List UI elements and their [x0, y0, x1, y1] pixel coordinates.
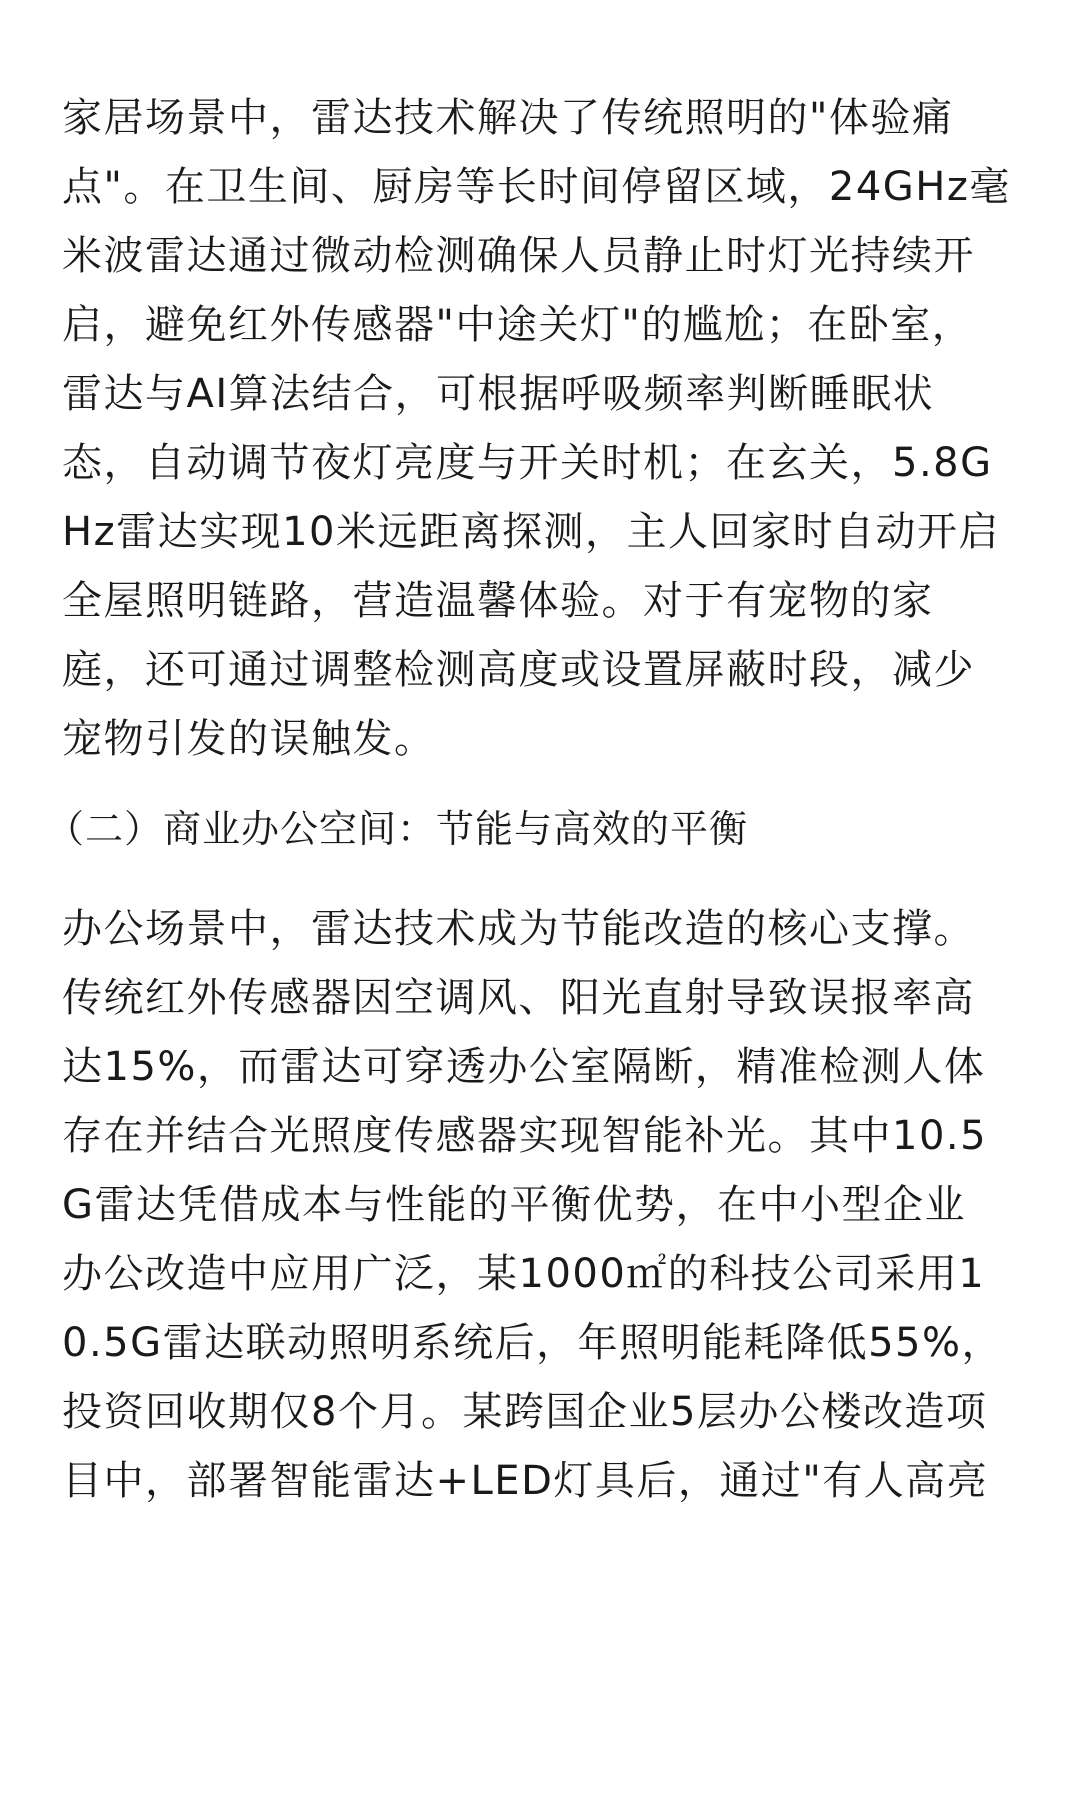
text-line: Hz雷达实现10米远距离探测，主人回家时自动开启 — [62, 509, 1000, 555]
text-line: 存在并结合光照度传感器实现智能补光。其中10.5 — [62, 1113, 988, 1159]
text-line: 办公场景中，雷达技术成为节能改造的核心支撑。 — [62, 906, 975, 952]
text-line: 目中，部署智能雷达+LED灯具后，通过"有人高亮 — [62, 1458, 989, 1504]
text-line: 雷达与AI算法结合，可根据呼吸频率判断睡眠状 — [62, 371, 935, 417]
paragraph-home-scenario — [62, 84, 1030, 774]
section-heading: （二）商业办公空间：节能与高效的平衡 — [46, 807, 749, 851]
text-line: 启，避免红外传感器"中途关灯"的尴尬；在卧室， — [62, 302, 974, 348]
text-line: 传统红外传感器因空调风、阳光直射导致误报率高 — [62, 975, 975, 1021]
text-line: 0.5G雷达联动照明系统后，年照明能耗降低55%， — [62, 1320, 1004, 1366]
text-line: 态，自动调节夜灯亮度与开关时机；在玄关，5.8G — [62, 440, 993, 486]
text-line: 宠物引发的误触发。 — [62, 716, 436, 762]
text-line: 投资回收期仅8个月。某跨国企业5层办公楼改造项 — [62, 1389, 988, 1435]
text-line: 家居场景中，雷达技术解决了传统照明的"体验痛 — [62, 95, 954, 141]
text-line: 全屋照明链路，营造温馨体验。对于有宠物的家 — [62, 578, 934, 624]
text-line: 达15%，而雷达可穿透办公室隔断，精准检测人体 — [62, 1044, 986, 1090]
text-line: 点"。在卫生间、厨房等长时间停留区域，24GHz毫 — [62, 164, 1011, 210]
paragraph-office-scenario — [62, 895, 1030, 1516]
text-line: 庭，还可通过调整检测高度或设置屏蔽时段，减少 — [62, 647, 975, 693]
text-line: G雷达凭借成本与性能的平衡优势，在中小型企业 — [62, 1182, 966, 1228]
article-body — [46, 84, 1030, 1516]
text-line: 办公改造中应用广泛，某1000㎡的科技公司采用1 — [62, 1251, 986, 1297]
text-line: 米波雷达通过微动检测确保人员静止时灯光持续开 — [62, 233, 975, 279]
